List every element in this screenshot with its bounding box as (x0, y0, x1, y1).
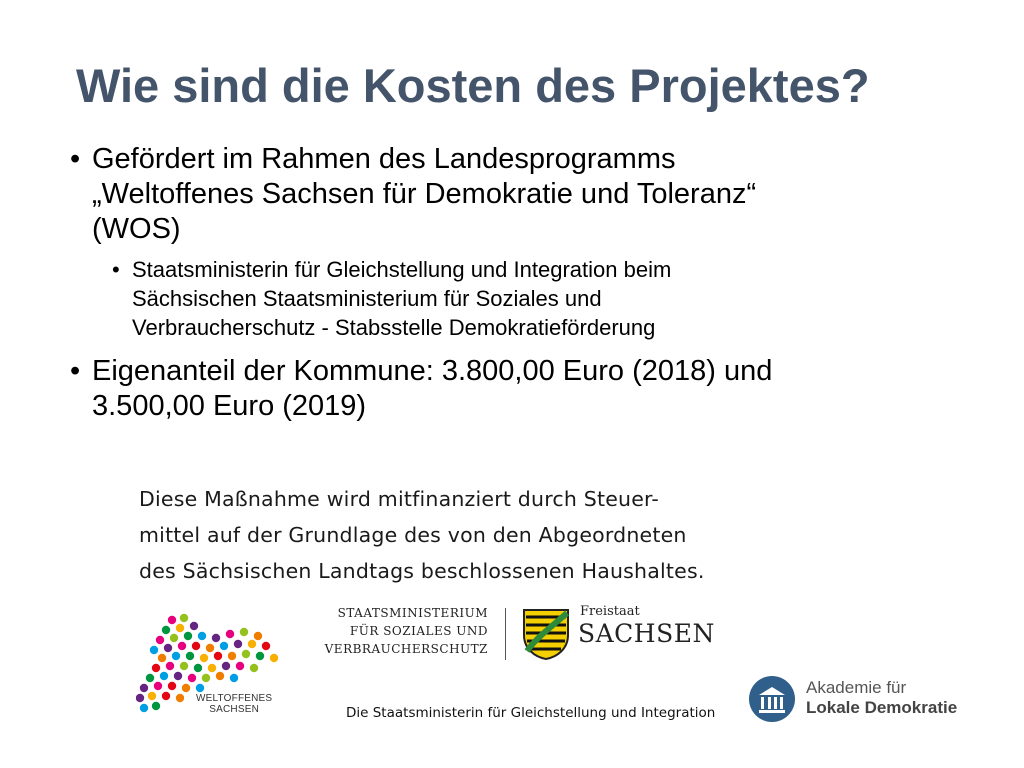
wos-logo-dot (176, 694, 184, 702)
wos-logo-dot (208, 664, 216, 672)
bullet-line: „Weltoffenes Sachsen für Demokratie und Toleranz“ (92, 178, 757, 210)
wos-logo-dot (156, 636, 164, 644)
wos-logo-dot (234, 640, 242, 648)
wos-logo-dot (212, 634, 220, 642)
wos-logo-dot (254, 632, 262, 640)
sub-bullet-line: Staatsministerin für Gleichstellung und Integration beim (132, 257, 672, 282)
wos-logo-dot (168, 616, 176, 624)
bullet-item-funding (64, 142, 944, 247)
sub-bullet-glyph: • (112, 257, 120, 282)
wos-logo-dot (206, 644, 214, 652)
wos-logo-dot (164, 644, 172, 652)
sub-bullet-line: Sächsischen Staatsministerium für Soziales und (132, 286, 602, 311)
wos-logo-dot (152, 702, 160, 710)
wos-logo-line: SACHSEN (209, 704, 260, 715)
akademie-building-icon (749, 676, 795, 722)
wos-logo-dot (162, 692, 170, 700)
wos-logo-dot (180, 662, 188, 670)
wos-logo-dot (186, 652, 194, 660)
wos-logo-dot (158, 654, 166, 662)
wos-logo-dot (200, 654, 208, 662)
funding-note-line: mittel auf der Grundlage des von den Abgeordneten (139, 523, 687, 547)
wos-logo-dot (216, 672, 224, 680)
wos-logo-dot (180, 614, 188, 622)
wos-logo-dot (194, 664, 202, 672)
ministry-logo-divider (505, 608, 506, 660)
akademie-label-line2: Lokale Demokratie (806, 698, 958, 717)
bullet-line: Gefördert im Rahmen des Landesprogramms (92, 143, 676, 175)
bullet-list (64, 142, 944, 430)
bullet-line: Eigenanteil der Kommune: 3.800,00 Euro (2018) und (92, 355, 773, 387)
wos-logo-dot (256, 652, 264, 660)
wos-logo-dot (136, 694, 144, 702)
wos-logo-dot (170, 634, 178, 642)
wos-logo-dot (152, 664, 160, 672)
wos-logo-dot (240, 628, 248, 636)
wos-logo-dot (250, 664, 258, 672)
ministry-logo-text (318, 604, 488, 658)
bullet-line: (WOS) (92, 213, 181, 245)
wos-logo-dot (230, 674, 238, 682)
wos-logo-text (196, 693, 272, 715)
wos-logo-dot (174, 672, 182, 680)
wos-logo-dot (226, 630, 234, 638)
sub-bullet-item-ministry (112, 255, 944, 342)
ministry-logo-line: STAATSMINISTERIUM (337, 606, 488, 620)
wos-logo-dot (166, 662, 174, 670)
wos-logo-dot (228, 652, 236, 660)
wos-logo-dot (160, 672, 168, 680)
wos-logo-line: WELTOFFENES (196, 693, 273, 704)
wos-logo-dot (162, 626, 170, 634)
sub-bullet-line: Verbraucherschutz - Stabsstelle Demokratieförderung (132, 315, 656, 340)
bullet-item-own-share (64, 354, 944, 424)
funding-note-line: Diese Maßnahme wird mitfinanziert durch Steuer- (139, 487, 659, 511)
slide-title: Wie sind die Kosten des Projektes? (76, 59, 870, 112)
freistaat-label: Freistaat (580, 604, 640, 619)
wos-logo-dot (196, 684, 204, 692)
wos-logo-dot (202, 674, 210, 682)
sachsen-label: SACHSEN (578, 619, 715, 648)
wos-logo-dot (222, 662, 230, 670)
wos-logo-dot (150, 646, 158, 654)
minister-line: Die Staatsministerin für Gleichstellung und Integration (346, 705, 716, 721)
ministry-logo-line: FÜR SOZIALES UND (349, 624, 488, 638)
wos-logo-dot (182, 684, 190, 692)
wos-logo-dot (140, 704, 148, 712)
wos-logo-dot (148, 692, 156, 700)
wos-logo-dot (248, 640, 256, 648)
wos-logo-dot (146, 674, 154, 682)
funding-note-line: des Sächsischen Landtags beschlossenen Haushaltes. (139, 559, 705, 583)
wos-logo-dot (188, 674, 196, 682)
wos-logo-dot (214, 652, 222, 660)
bullet-line: 3.500,00 Euro (2019) (92, 390, 367, 422)
bullet-glyph: • (70, 143, 81, 175)
saxony-coat-of-arms-icon (521, 607, 571, 661)
wos-logo-dot (176, 624, 184, 632)
ministry-logo-line: VERBRAUCHERSCHUTZ (324, 642, 488, 656)
wos-logo-dot (198, 632, 206, 640)
wos-logo-dot (236, 662, 244, 670)
wos-logo-dot (242, 650, 250, 658)
wos-logo-dot (154, 682, 162, 690)
wos-logo-dot (220, 642, 228, 650)
bullet-glyph: • (70, 355, 81, 387)
wos-logo-dot (140, 684, 148, 692)
funding-note (139, 481, 709, 589)
wos-logo-dot (178, 642, 186, 650)
wos-logo-dot (172, 652, 180, 660)
wos-logo-dot (270, 654, 278, 662)
wos-logo-dot (168, 682, 176, 690)
wos-logo-dot (262, 642, 270, 650)
wos-logo-dot (192, 642, 200, 650)
akademie-label-line1: Akademie für (806, 678, 907, 697)
wos-logo-dot (190, 622, 198, 630)
wos-logo-dot (184, 632, 192, 640)
